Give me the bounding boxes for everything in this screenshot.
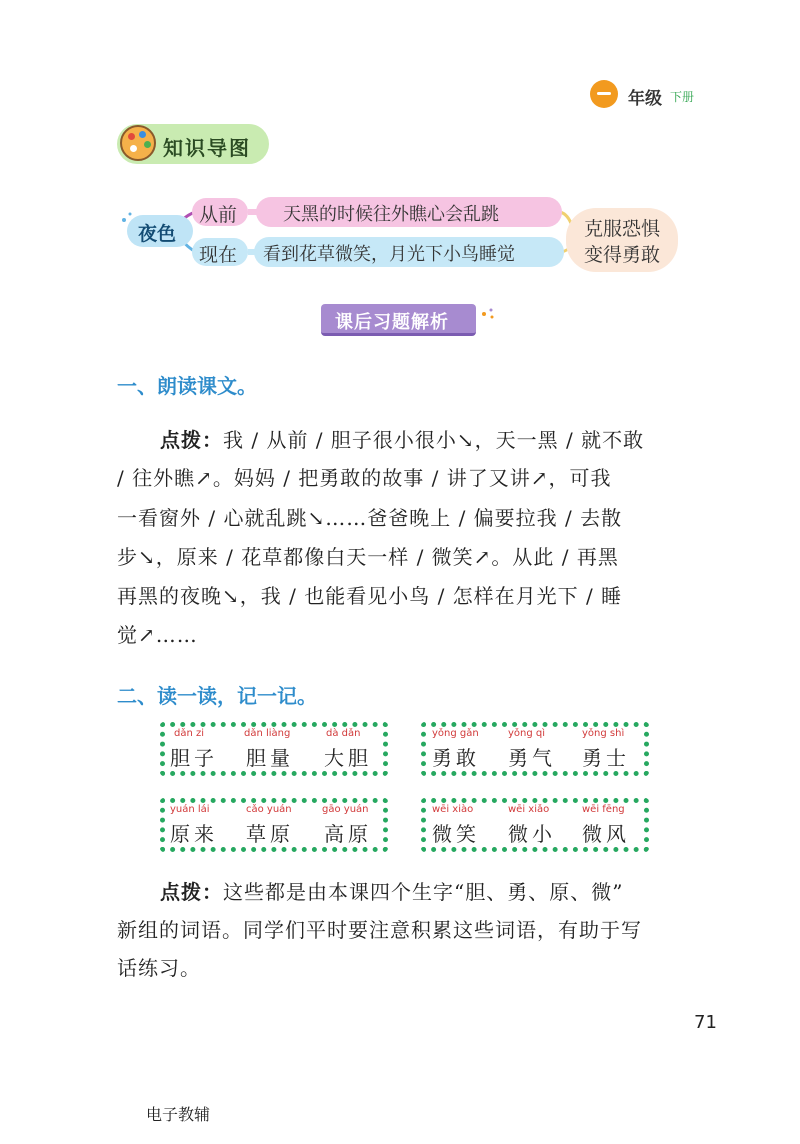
tip-label: 点拨： xyxy=(160,428,223,452)
map-now-label: 现在 xyxy=(199,244,238,266)
map-now-detail: 看到花草微笑，月光下小鸟睡觉 xyxy=(263,244,515,265)
pinyin: wēi xiào xyxy=(432,804,474,815)
map-before-label: 从前 xyxy=(199,204,238,226)
tip-line-3: 话练习。 xyxy=(117,956,201,980)
pinyin: dà dǎn xyxy=(326,728,361,739)
word: 勇气 xyxy=(508,746,556,770)
word: 勇敢 xyxy=(432,746,480,770)
word: 胆子 xyxy=(170,746,218,770)
grade-sub-label: 下册 xyxy=(670,90,695,104)
map-center-label: 夜色 xyxy=(138,223,177,245)
map-result-line-1: 克服恐惧 xyxy=(584,218,661,240)
tip-label: 点拨： xyxy=(160,880,223,904)
sparkle-icon xyxy=(478,304,498,324)
word: 大胆 xyxy=(324,746,372,770)
grade-label: 年级 xyxy=(628,89,662,109)
reading-line-4: 步↘，原来 / 花草都像白天一样 / 微笑↗。从此 / 再黑 xyxy=(117,545,619,569)
word: 草原 xyxy=(246,822,294,846)
exercise-banner-text: 课后习题解析 xyxy=(335,312,449,333)
tip-line-2: 新组的词语。同学们平时要注意积累这些词语，有助于写 xyxy=(117,918,642,942)
reading-line-1 xyxy=(160,424,644,453)
word: 高原 xyxy=(324,822,372,846)
map-before-detail: 天黑的时候往外瞧心会乱跳 xyxy=(283,204,499,225)
pinyin: gāo yuán xyxy=(322,804,369,815)
pinyin: yǒng gǎn xyxy=(432,728,479,739)
pinyin: cǎo yuán xyxy=(246,804,292,815)
word: 微小 xyxy=(508,822,556,846)
tip-line-1 xyxy=(160,876,623,905)
reading-line-1-text: 我 / 从前 / 胆子很小很小↘，天一黑 / 就不敢 xyxy=(223,428,645,452)
watermark-text: 电子教辅 xyxy=(146,1105,211,1124)
word: 微风 xyxy=(582,822,630,846)
word: 勇士 xyxy=(582,746,630,770)
word: 微笑 xyxy=(432,822,480,846)
reading-line-6: 觉↗…… xyxy=(117,623,198,647)
reading-line-3: 一看窗外 / 心就乱跳↘……爸爸晚上 / 偏要拉我 / 去散 xyxy=(117,506,623,530)
reading-line-2: / 往外瞧↗。妈妈 / 把勇敢的故事 / 讲了又讲↗，可我 xyxy=(117,466,612,490)
knowledge-map-title: 知识导图 xyxy=(163,136,251,160)
word: 原来 xyxy=(170,822,218,846)
map-result-line-2: 变得勇敢 xyxy=(584,244,661,266)
tip-line-1-text: 这些都是由本课四个生字“胆、勇、原、微” xyxy=(223,880,624,904)
pinyin: yǒng qì xyxy=(508,728,546,739)
pinyin: yǒng shì xyxy=(582,728,625,739)
pinyin: yuán lái xyxy=(170,804,210,815)
word: 胆量 xyxy=(246,746,294,770)
pinyin: wēi fēng xyxy=(582,804,625,815)
pinyin: dǎn liàng xyxy=(244,728,291,739)
pinyin: wēi xiǎo xyxy=(508,804,550,815)
page-number: 71 xyxy=(694,1012,717,1033)
reading-line-5: 再黑的夜晚↘，我 / 也能看见小鸟 / 怎样在月光下 / 睡 xyxy=(117,584,623,608)
section-2-heading: 二、读一读，记一记。 xyxy=(117,684,317,708)
section-1-heading: 一、朗读课文。 xyxy=(117,374,257,398)
pinyin: dǎn zi xyxy=(174,728,205,739)
